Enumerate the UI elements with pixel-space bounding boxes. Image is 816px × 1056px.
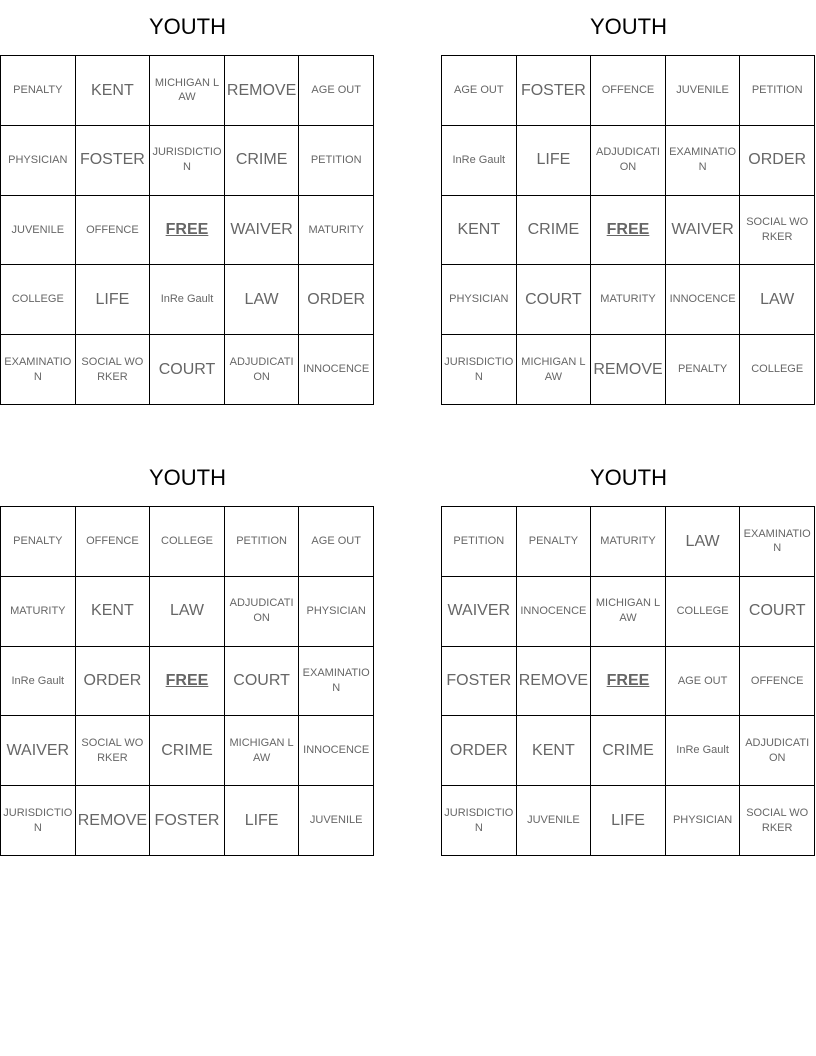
bingo-cell: FOSTER [517,56,592,126]
card-title: YOUTH [149,465,226,490]
bingo-cell: REMOVE [225,56,300,126]
bingo-cell: INNOCENCE [666,265,741,335]
bingo-cell: LAW [225,265,300,335]
bingo-cell: SOCIAL WORKER [740,196,815,266]
bingo-grid [441,506,815,856]
bingo-cell: KENT [442,196,517,266]
bingo-cell: LIFE [591,786,666,856]
bingo-cell: INNOCENCE [299,335,374,405]
bingo-cell: JURISDICTION [150,126,225,196]
bingo-cell: ORDER [740,126,815,196]
bingo-cell: OFFENCE [591,56,666,126]
bingo-cell: LIFE [225,786,300,856]
bingo-cell: LAW [666,507,741,577]
bingo-cell: CRIME [150,716,225,786]
bingo-cell: PHYSICIAN [666,786,741,856]
bingo-cell: LAW [740,265,815,335]
bingo-cell: PHYSICIAN [442,265,517,335]
bingo-cell: REMOVE [517,647,592,717]
bingo-cell: JURISDICTION [1,786,76,856]
bingo-cell: PENALTY [517,507,592,577]
bingo-card [0,0,375,410]
bingo-cell: COLLEGE [150,507,225,577]
bingo-cell: MATURITY [591,265,666,335]
bingo-cell: ORDER [299,265,374,335]
bingo-cell: PENALTY [1,56,76,126]
bingo-cell: LIFE [76,265,151,335]
card-title: YOUTH [149,14,226,39]
bingo-cell: PENALTY [1,507,76,577]
bingo-cell: JUVENILE [666,56,741,126]
bingo-cell: AGE OUT [666,647,741,717]
bingo-cell: LIFE [517,126,592,196]
bingo-cell: COLLEGE [666,577,741,647]
bingo-cell: MATURITY [1,577,76,647]
bingo-cell: KENT [76,577,151,647]
bingo-cell: FOSTER [76,126,151,196]
free-space: FREE [150,647,225,717]
bingo-cell: InRe Gault [1,647,76,717]
bingo-cell: PHYSICIAN [1,126,76,196]
bingo-cell: INNOCENCE [299,716,374,786]
bingo-cell: FOSTER [442,647,517,717]
bingo-cell: PENALTY [666,335,741,405]
bingo-cell: JUVENILE [299,786,374,856]
bingo-cell: CRIME [225,126,300,196]
bingo-grid [0,55,374,405]
bingo-cell: EXAMINATION [666,126,741,196]
bingo-cell: AGE OUT [299,56,374,126]
free-space: FREE [591,196,666,266]
bingo-cell: OFFENCE [740,647,815,717]
bingo-cell: ADJUDICATION [225,577,300,647]
bingo-cell: MATURITY [299,196,374,266]
card-title: YOUTH [590,14,667,39]
bingo-cell: MICHIGAN LAW [150,56,225,126]
bingo-cell: SOCIAL WORKER [740,786,815,856]
bingo-cell: ORDER [76,647,151,717]
bingo-cell: REMOVE [76,786,151,856]
free-space: FREE [150,196,225,266]
bingo-card [441,0,816,410]
bingo-cell: OFFENCE [76,507,151,577]
bingo-cell: AGE OUT [442,56,517,126]
card-title: YOUTH [590,465,667,490]
bingo-cell: PHYSICIAN [299,577,374,647]
bingo-grid [441,55,815,405]
bingo-cell: PETITION [225,507,300,577]
bingo-cell: JUVENILE [517,786,592,856]
bingo-grid [0,506,374,856]
bingo-cell: JUVENILE [1,196,76,266]
bingo-cell: LAW [150,577,225,647]
bingo-cell: EXAMINATION [1,335,76,405]
bingo-cell: EXAMINATION [740,507,815,577]
bingo-cell: KENT [517,716,592,786]
bingo-cell: ORDER [442,716,517,786]
bingo-cell: WAIVER [225,196,300,266]
bingo-cell: WAIVER [1,716,76,786]
bingo-cell: SOCIAL WORKER [76,335,151,405]
bingo-cell: CRIME [591,716,666,786]
bingo-cell: JURISDICTION [442,335,517,405]
bingo-cell: COURT [225,647,300,717]
bingo-cell: REMOVE [591,335,666,405]
bingo-cell: PETITION [299,126,374,196]
bingo-cell: MICHIGAN LAW [591,577,666,647]
bingo-cell: CRIME [517,196,592,266]
bingo-cell: COURT [150,335,225,405]
bingo-cell: InRe Gault [666,716,741,786]
bingo-cell: InRe Gault [150,265,225,335]
bingo-cell: COLLEGE [740,335,815,405]
bingo-cell: MICHIGAN LAW [225,716,300,786]
bingo-cell: EXAMINATION [299,647,374,717]
bingo-cell: InRe Gault [442,126,517,196]
bingo-cell: KENT [76,56,151,126]
bingo-cell: COLLEGE [1,265,76,335]
free-space: FREE [591,647,666,717]
bingo-cell: WAIVER [666,196,741,266]
bingo-cell: FOSTER [150,786,225,856]
bingo-cell: OFFENCE [76,196,151,266]
bingo-cell: WAIVER [442,577,517,647]
bingo-cell: ADJUDICATION [740,716,815,786]
bingo-cell: ADJUDICATION [591,126,666,196]
bingo-cell: SOCIAL WORKER [76,716,151,786]
bingo-cell: MICHIGAN LAW [517,335,592,405]
bingo-cell: INNOCENCE [517,577,592,647]
bingo-cell: MATURITY [591,507,666,577]
bingo-card [0,451,375,861]
bingo-cell: PETITION [442,507,517,577]
bingo-cell: JURISDICTION [442,786,517,856]
bingo-cell: ADJUDICATION [225,335,300,405]
bingo-cell: COURT [517,265,592,335]
bingo-cell: AGE OUT [299,507,374,577]
bingo-cell: PETITION [740,56,815,126]
bingo-cell: COURT [740,577,815,647]
bingo-card [441,451,816,861]
